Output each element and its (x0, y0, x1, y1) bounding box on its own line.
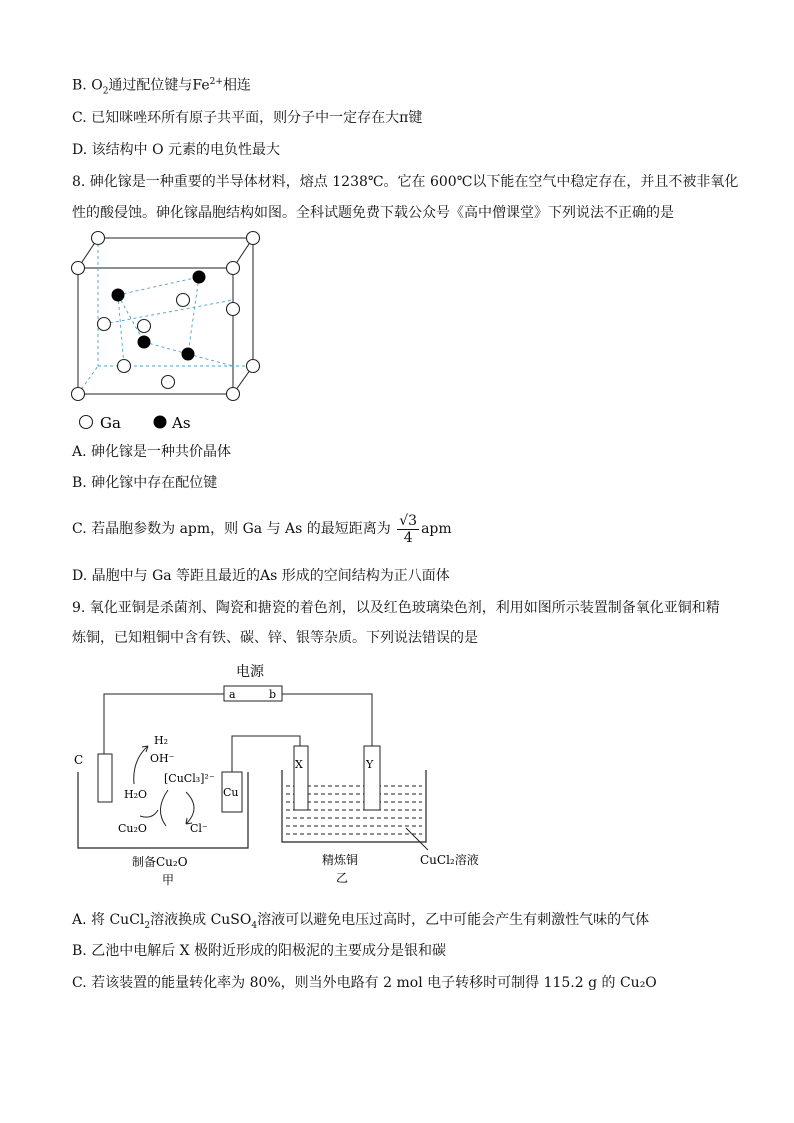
unit-cell-svg (68, 228, 268, 438)
svg-text:乙: 乙 (336, 871, 349, 885)
q9-option-c: C. 若该装置的能量转化率为 80%，则当外电路有 2 mol 电子转移时可制得 115.2 g 的 Cu₂O (72, 975, 657, 991)
svg-text:a: a (229, 688, 236, 701)
sqrt3-over-4-fraction: $\frac{√3}{4}$ (399, 512, 418, 546)
svg-text:[CuCl₃]²⁻: [CuCl₃]²⁻ (164, 772, 215, 785)
q9-option-a: A. 将 CuCl$_2$溶液换成 CuSO$_4$溶液可以避免电压过高时，乙中可能会产生有刺激性气味的气体 (72, 912, 650, 931)
q8-stem-line2: 性的酸侵蚀。砷化镓晶胞结构如图。全科试题免费下载公众号《高中僧课堂》下列说法不正确的是 (72, 205, 674, 221)
q8-stem-line1: 8. 砷化镓是一种重要的半导体材料，熔点 1238℃。它在 600℃以下能在空气中稳定存在，并且不被非氧化 (72, 174, 739, 190)
q8-option-d: D. 晶胞中与 Ga 等距且最近的As 形成的空间结构为正八面体 (72, 568, 450, 584)
svg-text:CuCl₂溶液: CuCl₂溶液 (420, 853, 479, 867)
svg-text:OH⁻: OH⁻ (150, 752, 175, 765)
svg-text:甲: 甲 (162, 873, 175, 887)
q9-option-b: B. 乙池中电解后 X 极附近形成的阳极泥的主要成分是银和碳 (72, 943, 447, 959)
q9-stem-line1: 9. 氧化亚铜是杀菌剂、陶瓷和搪瓷的着色剂，以及红色玻璃染色剂，利用如图所示装置制备氧化亚铜和精 (72, 600, 720, 616)
power-label: 电源 (236, 664, 264, 680)
q8-option-c: C. 若晶胞参数为 apm，则 Ga 与 As 的最短距离为 $\frac{√3}{4}$ apm (72, 512, 452, 546)
q7-option-b: B. $O_2$通过配位键与$Fe^{2+}$相连 (72, 77, 251, 97)
svg-text:精炼铜: 精炼铜 (322, 853, 359, 867)
gaas-unit-cell-figure (68, 228, 268, 442)
q9-stem-line2: 炼铜，已知粗铜中含有铁、碳、锌、银等杂质。下列说法错误的是 (72, 630, 478, 646)
svg-text:Y: Y (366, 758, 374, 771)
svg-text:X: X (295, 758, 303, 771)
svg-text:Cu₂O: Cu₂O (118, 822, 147, 835)
svg-text:H₂: H₂ (154, 734, 169, 747)
svg-text:b: b (269, 688, 277, 701)
q8-option-b: B. 砷化镓中存在配位键 (72, 475, 218, 491)
svg-text:H₂O: H₂O (124, 788, 148, 801)
q7-option-c: C. 已知咪唑环所有原子共平面，则分子中一定存在大π键 (72, 110, 423, 126)
legend-as: As (172, 414, 191, 432)
q7-option-d: D. 该结构中 O 元素的电负性最大 (72, 142, 281, 158)
q8-option-a: A. 砷化镓是一种共价晶体 (72, 444, 232, 460)
svg-text:Cl⁻: Cl⁻ (190, 822, 208, 835)
svg-text:Cu: Cu (223, 786, 239, 799)
svg-text:制备Cu₂O: 制备Cu₂O (132, 855, 188, 869)
legend-ga: Ga (100, 414, 121, 432)
apparatus-svg (68, 660, 508, 892)
electrolysis-apparatus-figure (68, 660, 508, 896)
svg-text:C: C (74, 753, 84, 767)
